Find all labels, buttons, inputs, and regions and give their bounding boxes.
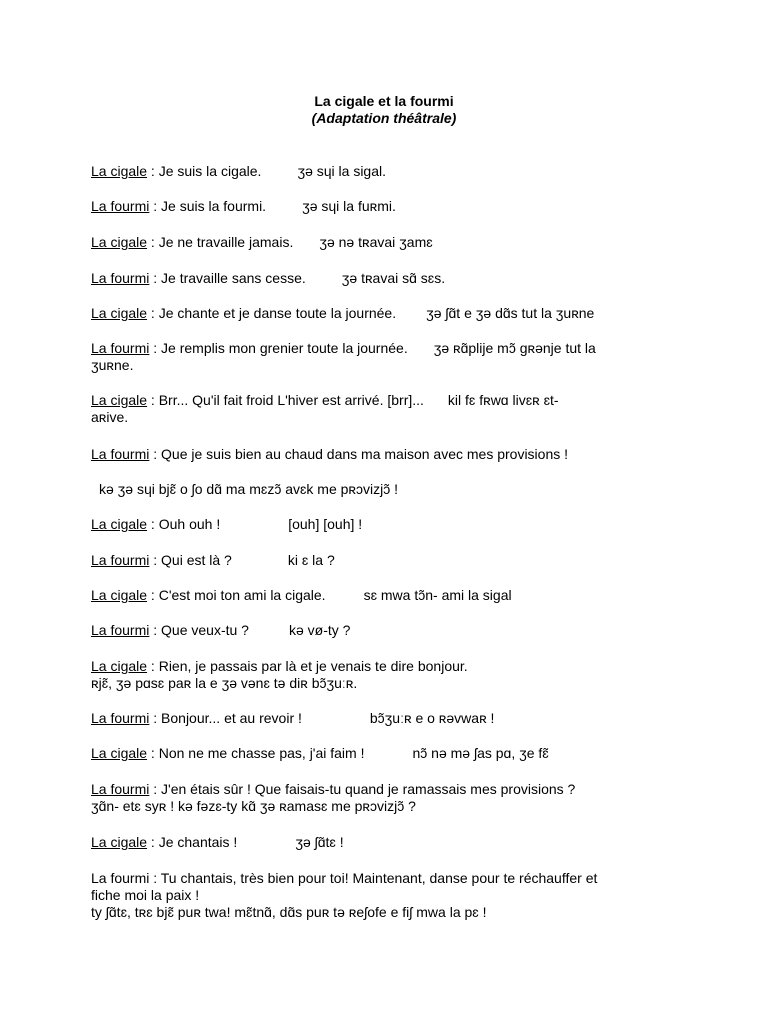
line-text: : Brr... Qu'il fait froid L'hiver est arrivé. [brr]... bbox=[147, 392, 424, 408]
line-ipa: ʒə ʃɑ̃tɛ ! bbox=[295, 834, 344, 850]
dialogue-line bbox=[91, 198, 671, 215]
dialogue-line bbox=[91, 781, 671, 815]
line-ipa: ʒə tʀavai sɑ̃ sɛs. bbox=[341, 270, 446, 286]
line-text: : Que veux-tu ? bbox=[149, 622, 249, 638]
speaker-name: La fourmi bbox=[91, 710, 150, 726]
line-ipa: kə ʒə sɥi bjɛ̃ o ʃo dɑ̃ ma mɛzɔ̃ avɛk me pʀɔvizjɔ̃ ! bbox=[99, 481, 399, 497]
line-text: : Rien, je passais par là et je venais te dire bonjour. bbox=[147, 658, 468, 674]
dialogue-line bbox=[91, 870, 671, 921]
speaker-name: La cigale bbox=[91, 392, 148, 408]
line-ipa: ʒə sɥi la fuʀmi. bbox=[302, 198, 396, 214]
dialogue-line bbox=[91, 587, 671, 604]
speaker-name: La cigale bbox=[91, 516, 148, 532]
line-text: : Je suis la fourmi. bbox=[149, 198, 267, 214]
dialogue-line bbox=[91, 516, 671, 533]
page-title: La cigale et la fourmi bbox=[314, 93, 454, 109]
line-ipa-continued: ʀjɛ̃, ʒə pɑsɛ paʀ la e ʒə vənɛ tə diʀ bɔ̃ʒuːʀ. bbox=[91, 675, 358, 691]
line-ipa: ʒə nə tʀavai ʒamɛ bbox=[319, 234, 433, 250]
speaker-name: La cigale bbox=[91, 834, 148, 850]
dialogue-line bbox=[91, 834, 671, 851]
speaker-name: La fourmi bbox=[91, 622, 150, 638]
line-text-continued: fiche moi la paix ! bbox=[91, 887, 200, 903]
speaker-name: La fourmi bbox=[91, 270, 150, 286]
line-text: : Que je suis bien au chaud dans ma maison avec mes provisions ! bbox=[149, 446, 569, 462]
line-text: : Bonjour... et au revoir ! bbox=[149, 710, 302, 726]
dialogue-line bbox=[91, 234, 671, 251]
line-ipa-continued: ty ʃɑ̃tɛ, tʀɛ bjɛ̃ puʀ twa! mɛ̃tnɑ̃, dɑ̃s puʀ tə ʀeʃofe e fiʃ mwa la pɛ ! bbox=[91, 904, 487, 920]
line-ipa-continued: ʒuʀne. bbox=[91, 357, 134, 373]
speaker-name: La fourmi bbox=[91, 340, 150, 356]
line-ipa: ʒə ʃɑ̃t e ʒə dɑ̃s tut la ʒuʀne bbox=[426, 305, 595, 321]
line-ipa: sɛ mwa tɔ̃n- ami la sigal bbox=[363, 587, 512, 603]
line-text: : Non ne me chasse pas, j'ai faim ! bbox=[147, 745, 365, 761]
page-subtitle: (Adaptation théâtrale) bbox=[311, 110, 457, 126]
speaker-name: La cigale bbox=[91, 163, 148, 179]
line-ipa-continued: ʒɑ̃n- etɛ syʀ ! kə fəzɛ-ty kɑ̃ ʒə ʀamasɛ me pʀɔvizjɔ̃ ? bbox=[91, 798, 416, 814]
line-text: : Je chantais ! bbox=[147, 834, 238, 850]
dialogue-line bbox=[91, 745, 671, 762]
speaker-name: La cigale bbox=[91, 234, 148, 250]
line-text: : J'en étais sûr ! Que faisais-tu quand je ramassais mes provisions ? bbox=[149, 781, 576, 797]
line-ipa: kə vø-ty ? bbox=[288, 622, 351, 638]
speaker-name: La fourmi bbox=[91, 552, 150, 568]
line-ipa: ʒə ʀɑ̃plije mɔ̃ gʀənje tut la bbox=[433, 340, 596, 356]
line-text: : Qui est là ? bbox=[149, 552, 232, 568]
speaker-name: La fourmi bbox=[91, 198, 150, 214]
speaker-name: La cigale bbox=[91, 305, 148, 321]
line-text: : Je ne travaille jamais. bbox=[147, 234, 294, 250]
line-ipa: [ouh] [ouh] ! bbox=[288, 516, 363, 532]
speaker-name: La fourmi bbox=[91, 446, 150, 462]
line-ipa: nɔ̃ nə mə ʃas pɑ, ʒe fɛ̃ bbox=[412, 745, 549, 761]
dialogue-line bbox=[91, 622, 671, 639]
dialogue-line bbox=[91, 305, 671, 322]
dialogue-line bbox=[91, 552, 671, 569]
line-text: : Je travaille sans cesse. bbox=[149, 270, 306, 286]
dialogue-line bbox=[91, 658, 671, 692]
dialogue-line bbox=[91, 710, 671, 727]
speaker-name: La cigale bbox=[91, 658, 148, 674]
dialogue-line bbox=[91, 270, 671, 287]
dialogue-line bbox=[99, 481, 679, 498]
line-text: La fourmi : Tu chantais, très bien pour toi! Maintenant, danse pour te réchauffer et bbox=[91, 870, 598, 886]
dialogue-line bbox=[91, 446, 671, 463]
line-text: : Ouh ouh ! bbox=[147, 516, 221, 532]
line-text: : Je suis la cigale. bbox=[147, 163, 262, 179]
dialogue-line bbox=[91, 340, 671, 374]
line-ipa: ʒə sɥi la sigal. bbox=[297, 163, 386, 179]
line-ipa: kil fɛ fʀwɑ livɛʀ ɛt- bbox=[447, 392, 559, 408]
speaker-name: La cigale bbox=[91, 587, 148, 603]
line-text: : C'est moi ton ami la cigale. bbox=[147, 587, 326, 603]
dialogue-line bbox=[91, 392, 671, 426]
speaker-name: La cigale bbox=[91, 745, 148, 761]
line-ipa: bɔ̃ʒuːʀ e o ʀəvwaʀ ! bbox=[369, 710, 495, 726]
dialogue-line bbox=[91, 163, 671, 180]
line-ipa: ki ɛ la ? bbox=[287, 552, 335, 568]
line-text: : Je chante et je danse toute la journée. bbox=[147, 305, 397, 321]
line-text: : Je remplis mon grenier toute la journée. bbox=[149, 340, 408, 356]
line-ipa-continued: aʀive. bbox=[91, 409, 129, 425]
speaker-name: La fourmi bbox=[91, 781, 150, 797]
